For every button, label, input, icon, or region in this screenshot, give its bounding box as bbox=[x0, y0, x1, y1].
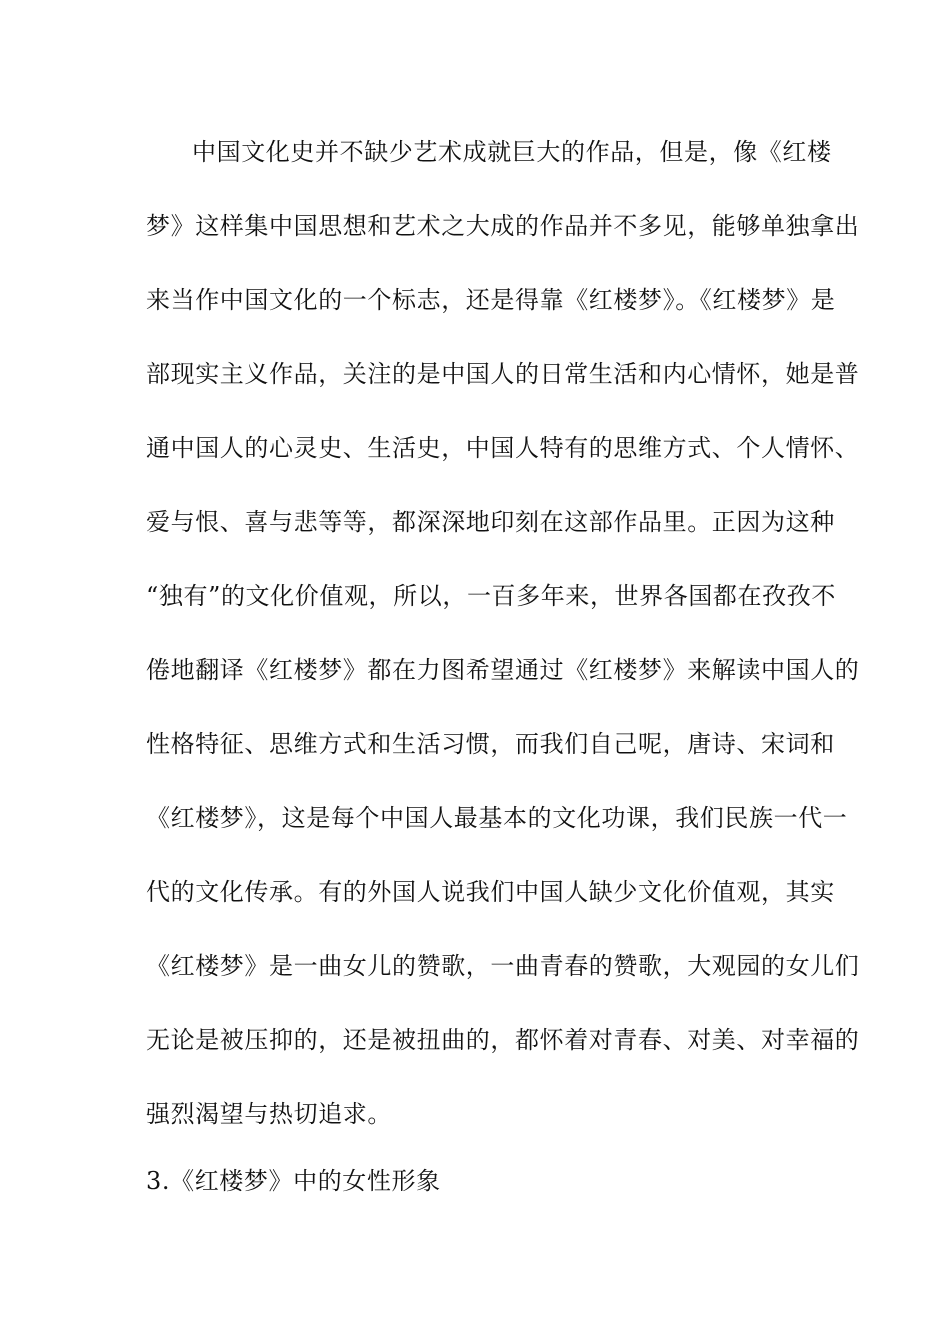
paragraph-line: 爱与恨、喜与悲等等，都深深地印刻在这部作品里。正因为这种 bbox=[146, 508, 835, 536]
paragraph-line: 中国文化史并不缺少艺术成就巨大的作品，但是，像《红楼 bbox=[192, 138, 832, 166]
paragraph-line: 无论是被压抑的，还是被扭曲的，都怀着对青春、对美、对幸福的 bbox=[146, 1026, 860, 1054]
paragraph-line: 来当作中国文化的一个标志，还是得靠《红楼梦》。《红楼梦》是 bbox=[146, 286, 836, 314]
paragraph-line: “独有”的文化价值观，所以，一百多年来，世界各国都在孜孜不 bbox=[146, 582, 836, 610]
paragraph-line: 倦地翻译《红楼梦》都在力图希望通过《红楼梦》来解读中国人的 bbox=[146, 656, 860, 684]
paragraph-line: 性格特征、思维方式和生活习惯，而我们自己呢，唐诗、宋词和 bbox=[146, 730, 835, 758]
section-heading: 3.《红楼梦》中的女性形象 bbox=[146, 1167, 441, 1195]
paragraph-line: 部现实主义作品，关注的是中国人的日常生活和内心情怀，她是普 bbox=[146, 360, 860, 388]
paragraph-line: 强烈渴望与热切追求。 bbox=[146, 1100, 392, 1128]
paragraph-line: 代的文化传承。有的外国人说我们中国人缺少文化价值观，其实 bbox=[146, 878, 835, 906]
paragraph-line: 梦》这样集中国思想和艺术之大成的作品并不多见，能够单独拿出 bbox=[146, 212, 860, 240]
paragraph-line: 通中国人的心灵史、生活史，中国人特有的思维方式、个人情怀、 bbox=[146, 434, 860, 462]
paragraph-line: 《红楼梦》是一曲女儿的赞歌，一曲青春的赞歌，大观园的女儿们 bbox=[146, 952, 860, 980]
paragraph-line: 《红楼梦》，这是每个中国人最基本的文化功课，我们民族一代一 bbox=[146, 804, 848, 832]
